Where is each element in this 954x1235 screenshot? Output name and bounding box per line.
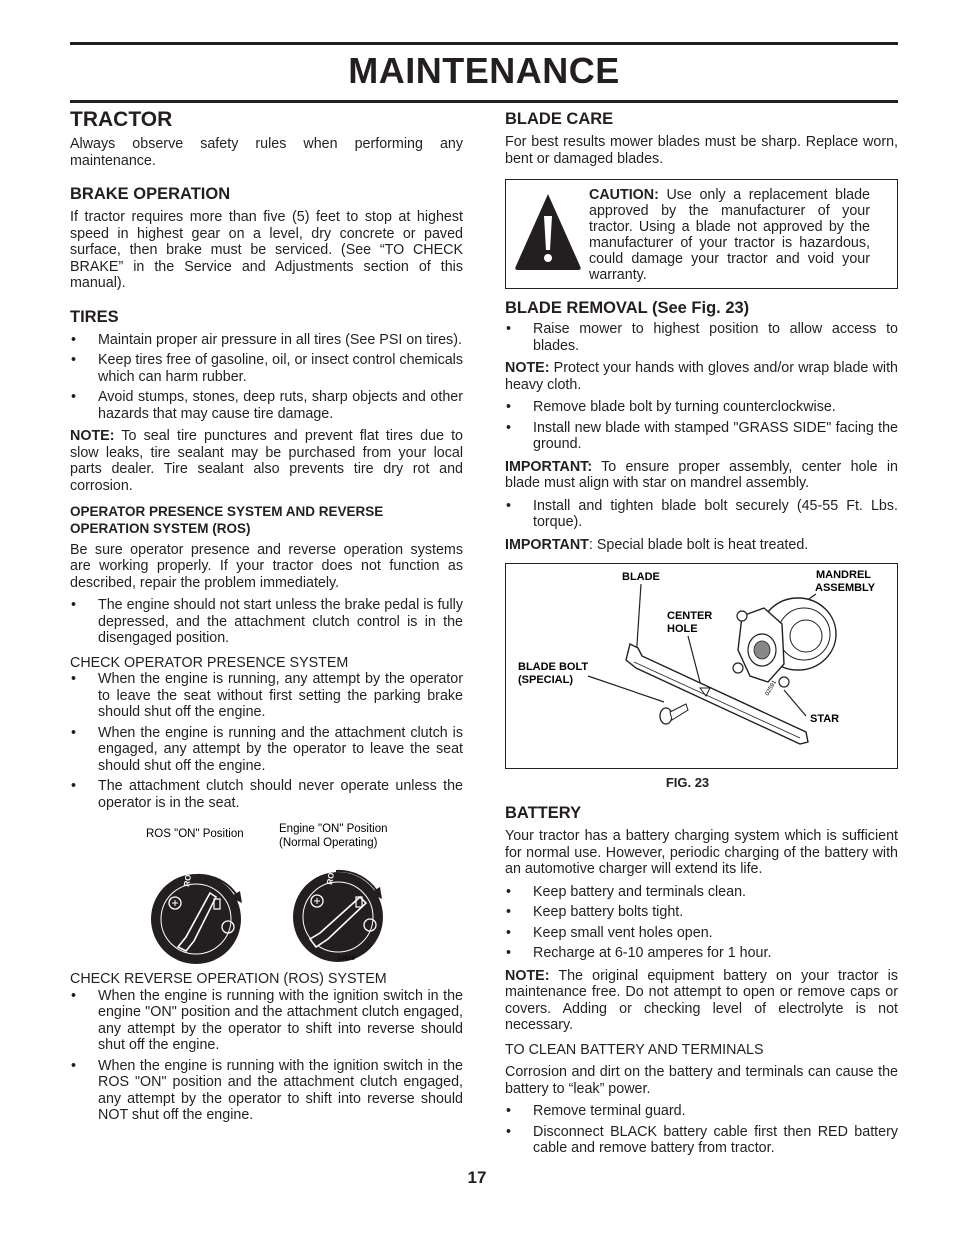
page-number: 17 [467, 1168, 487, 1187]
ros-on-label: ROS "ON" Position [146, 828, 244, 841]
mandrel-label: MANDREL [816, 569, 871, 581]
important-label: IMPORTANT: [505, 458, 593, 475]
list-item: • Keep tires free of gasoline, oil, or insect control chemicals which can harm rubber. [70, 352, 463, 385]
list-item: • Avoid stumps, stones, deep ruts, sharp objects and other hazards that may cause tire damage. [70, 389, 463, 422]
list-item: • Raise mower to highest position to allow access to blades. [505, 321, 898, 354]
blade-bolt-drawing [660, 704, 688, 724]
list-item: • When the engine is running and the attachment clutch is engaged, any attempt by the operator to leave the seat should shut off the engine. [70, 725, 463, 775]
brake-heading: BRAKE OPERATION [70, 185, 231, 203]
blade-label: BLADE [622, 571, 660, 583]
blade-removal-list-1 [505, 321, 898, 354]
title-underline [70, 100, 898, 103]
mandrel-label-2: ASSEMBLY [815, 582, 876, 594]
list-item: • Keep small vent holes open. [505, 925, 898, 942]
figure-caption: FIG. 23 [665, 775, 710, 790]
check-ros-list [70, 988, 463, 1124]
right-column [505, 110, 898, 1163]
check-ros-heading: CHECK REVERSE OPERATION (ROS) SYSTEM [70, 971, 387, 988]
important-label: IMPORTANT [505, 536, 589, 553]
engine-on-label: Engine "ON" Position [279, 823, 388, 836]
blade-removal-heading: BLADE REMOVAL (See Fig. 23) [505, 299, 750, 317]
caution-label: CAUTION: [589, 187, 659, 203]
battery-text: Your tractor has a battery charging system which is sufficient for normal use. However, periodic charging of the battery with an automotive charger will extend its life. [505, 828, 898, 877]
note-text: Protect your hands with gloves and/or wrap blade with heavy cloth. [505, 360, 898, 393]
left-column [70, 108, 463, 1130]
ignition-switch-ros-icon [151, 868, 242, 964]
note-label: NOTE: [505, 360, 550, 376]
blade-removal-important-2 [505, 537, 898, 554]
ros-list [70, 597, 463, 647]
list-item: • The attachment clutch should never operate unless the operator is in the seat. [70, 778, 463, 811]
brake-text: If tractor requires more than five (5) feet to stop at highest speed in highest gear on a level, dry concrete or paved surface, then brake must be serviced. (See “TO CHECK BRAKE” in the Service and Adjustments section of this manual). [70, 209, 463, 291]
list-item: • Keep battery bolts tight. [505, 904, 898, 921]
blade-bolt-label-2: (SPECIAL) [518, 674, 573, 686]
figure-code: 02626 [338, 956, 355, 963]
note-label: NOTE: [70, 428, 115, 444]
note-text: The original equipment battery on your tractor is maintenance free. Do not attempt to open or remove caps or covers. Adding or checking level of electrolyte is not necessary. [505, 967, 898, 1033]
page-title: MAINTENANCE [348, 50, 620, 91]
top-rule [70, 42, 898, 45]
center-hole-label-2: HOLE [667, 623, 698, 635]
list-item: • Keep battery and terminals clean. [505, 884, 898, 901]
list-item: • Recharge at 6-10 amperes for 1 hour. [505, 945, 898, 962]
note-text: To seal tire punctures and prevent flat tires due to slow leaks, tire sealant may be purchased from your local parts dealer. Tire sealant also prevents tire dry rot and corrosion. [70, 428, 463, 494]
check-ops-heading: CHECK OPERATOR PRESENCE SYSTEM [70, 654, 349, 671]
blade-removal-important-1 [505, 459, 898, 492]
blade-removal-note [505, 360, 898, 393]
list-item: • Remove terminal guard. [505, 1103, 898, 1120]
blade-care-text: For best results mower blades must be sharp. Replace worn, bent or damaged blades. [505, 134, 898, 167]
tires-list [70, 332, 463, 423]
important-text: To ensure proper assembly, center hole in blade must align with star on mandrel assembly. [505, 458, 898, 491]
caution-text [589, 187, 870, 283]
center-hole-label: CENTER [667, 610, 713, 622]
ignition-switch-figure [70, 817, 463, 965]
list-item: • When the engine is running, any attempt by the operator to leave the seat without first setting the parking brake should shut off the engine. [70, 671, 463, 721]
tires-heading: TIRES [70, 307, 119, 326]
list-item: • Install and tighten blade bolt securely (45-55 Ft. Lbs. torque). [505, 498, 898, 531]
engine-on-sublabel: (Normal Operating) [279, 837, 378, 850]
tractor-intro: Always observe safety rules when performing any maintenance. [70, 136, 463, 169]
list-item: • Maintain proper air pressure in all tires (See PSI on tires). [70, 332, 463, 349]
tractor-heading: TRACTOR [70, 108, 173, 131]
blade-removal-list-2 [505, 399, 898, 453]
clean-battery-text: Corrosion and dirt on the battery and terminals can cause the battery to “leak” power. [505, 1064, 898, 1097]
check-ops-list [70, 671, 463, 811]
warning-icon [512, 190, 584, 272]
clean-battery-list [505, 1103, 898, 1157]
list-item: • Disconnect BLACK battery cable first then RED battery cable and remove battery from tractor. [505, 1124, 898, 1157]
battery-note [505, 968, 898, 1034]
caution-box [505, 179, 898, 289]
ros-heading: OPERATOR PRESENCE SYSTEM AND REVERSE OPERATION SYSTEM (ROS) [70, 504, 384, 536]
important-text: : Special blade bolt is heat treated. [588, 536, 809, 553]
ros-text: Be sure operator presence and reverse operation systems are working properly. If your tractor does not function as described, repair the problem immediately. [70, 541, 463, 591]
mandrel-assembly-drawing [733, 598, 836, 687]
list-item: • Remove blade bolt by turning counterclockwise. [505, 399, 898, 416]
blade-removal-list-3 [505, 498, 898, 531]
ros-letters-2: ROS [325, 866, 337, 886]
clean-battery-heading: TO CLEAN BATTERY AND TERMINALS [505, 1041, 764, 1058]
ros-letters: ROS [182, 868, 194, 888]
figure-23 [505, 563, 898, 769]
caution-body: Use only a replacement blade approved by the manufacturer of your tractor. Using a blade not approved by the manufacturer of your tractor is hazardous, could damage your tractor and void your warranty. [589, 187, 870, 283]
list-item: • When the engine is running with the ignition switch in the ROS "ON" position and the attachment clutch engaged, any attempt by the operator to shift into reverse should NOT shut off the engine. [70, 1058, 463, 1124]
battery-heading: BATTERY [505, 804, 582, 822]
blade-bolt-label: BLADE BOLT [518, 661, 589, 673]
list-item: • When the engine is running with the ignition switch in the engine "ON" position and the attachment clutch engaged, any attempt by the operator to shift into reverse should shut off the engine. [70, 988, 463, 1054]
star-label: STAR [810, 713, 840, 725]
tires-note [70, 428, 463, 494]
note-label: NOTE: [505, 967, 550, 984]
battery-list [505, 884, 898, 962]
ignition-switch-engine-icon [293, 866, 383, 962]
list-item: • The engine should not start unless the brake pedal is fully depressed, and the attachment clutch control is in the disengaged position. [70, 597, 463, 647]
list-item: • Install new blade with stamped "GRASS SIDE" facing the ground. [505, 420, 898, 453]
blade-care-heading: BLADE CARE [505, 110, 614, 128]
figure-code: 02591 [764, 679, 779, 697]
